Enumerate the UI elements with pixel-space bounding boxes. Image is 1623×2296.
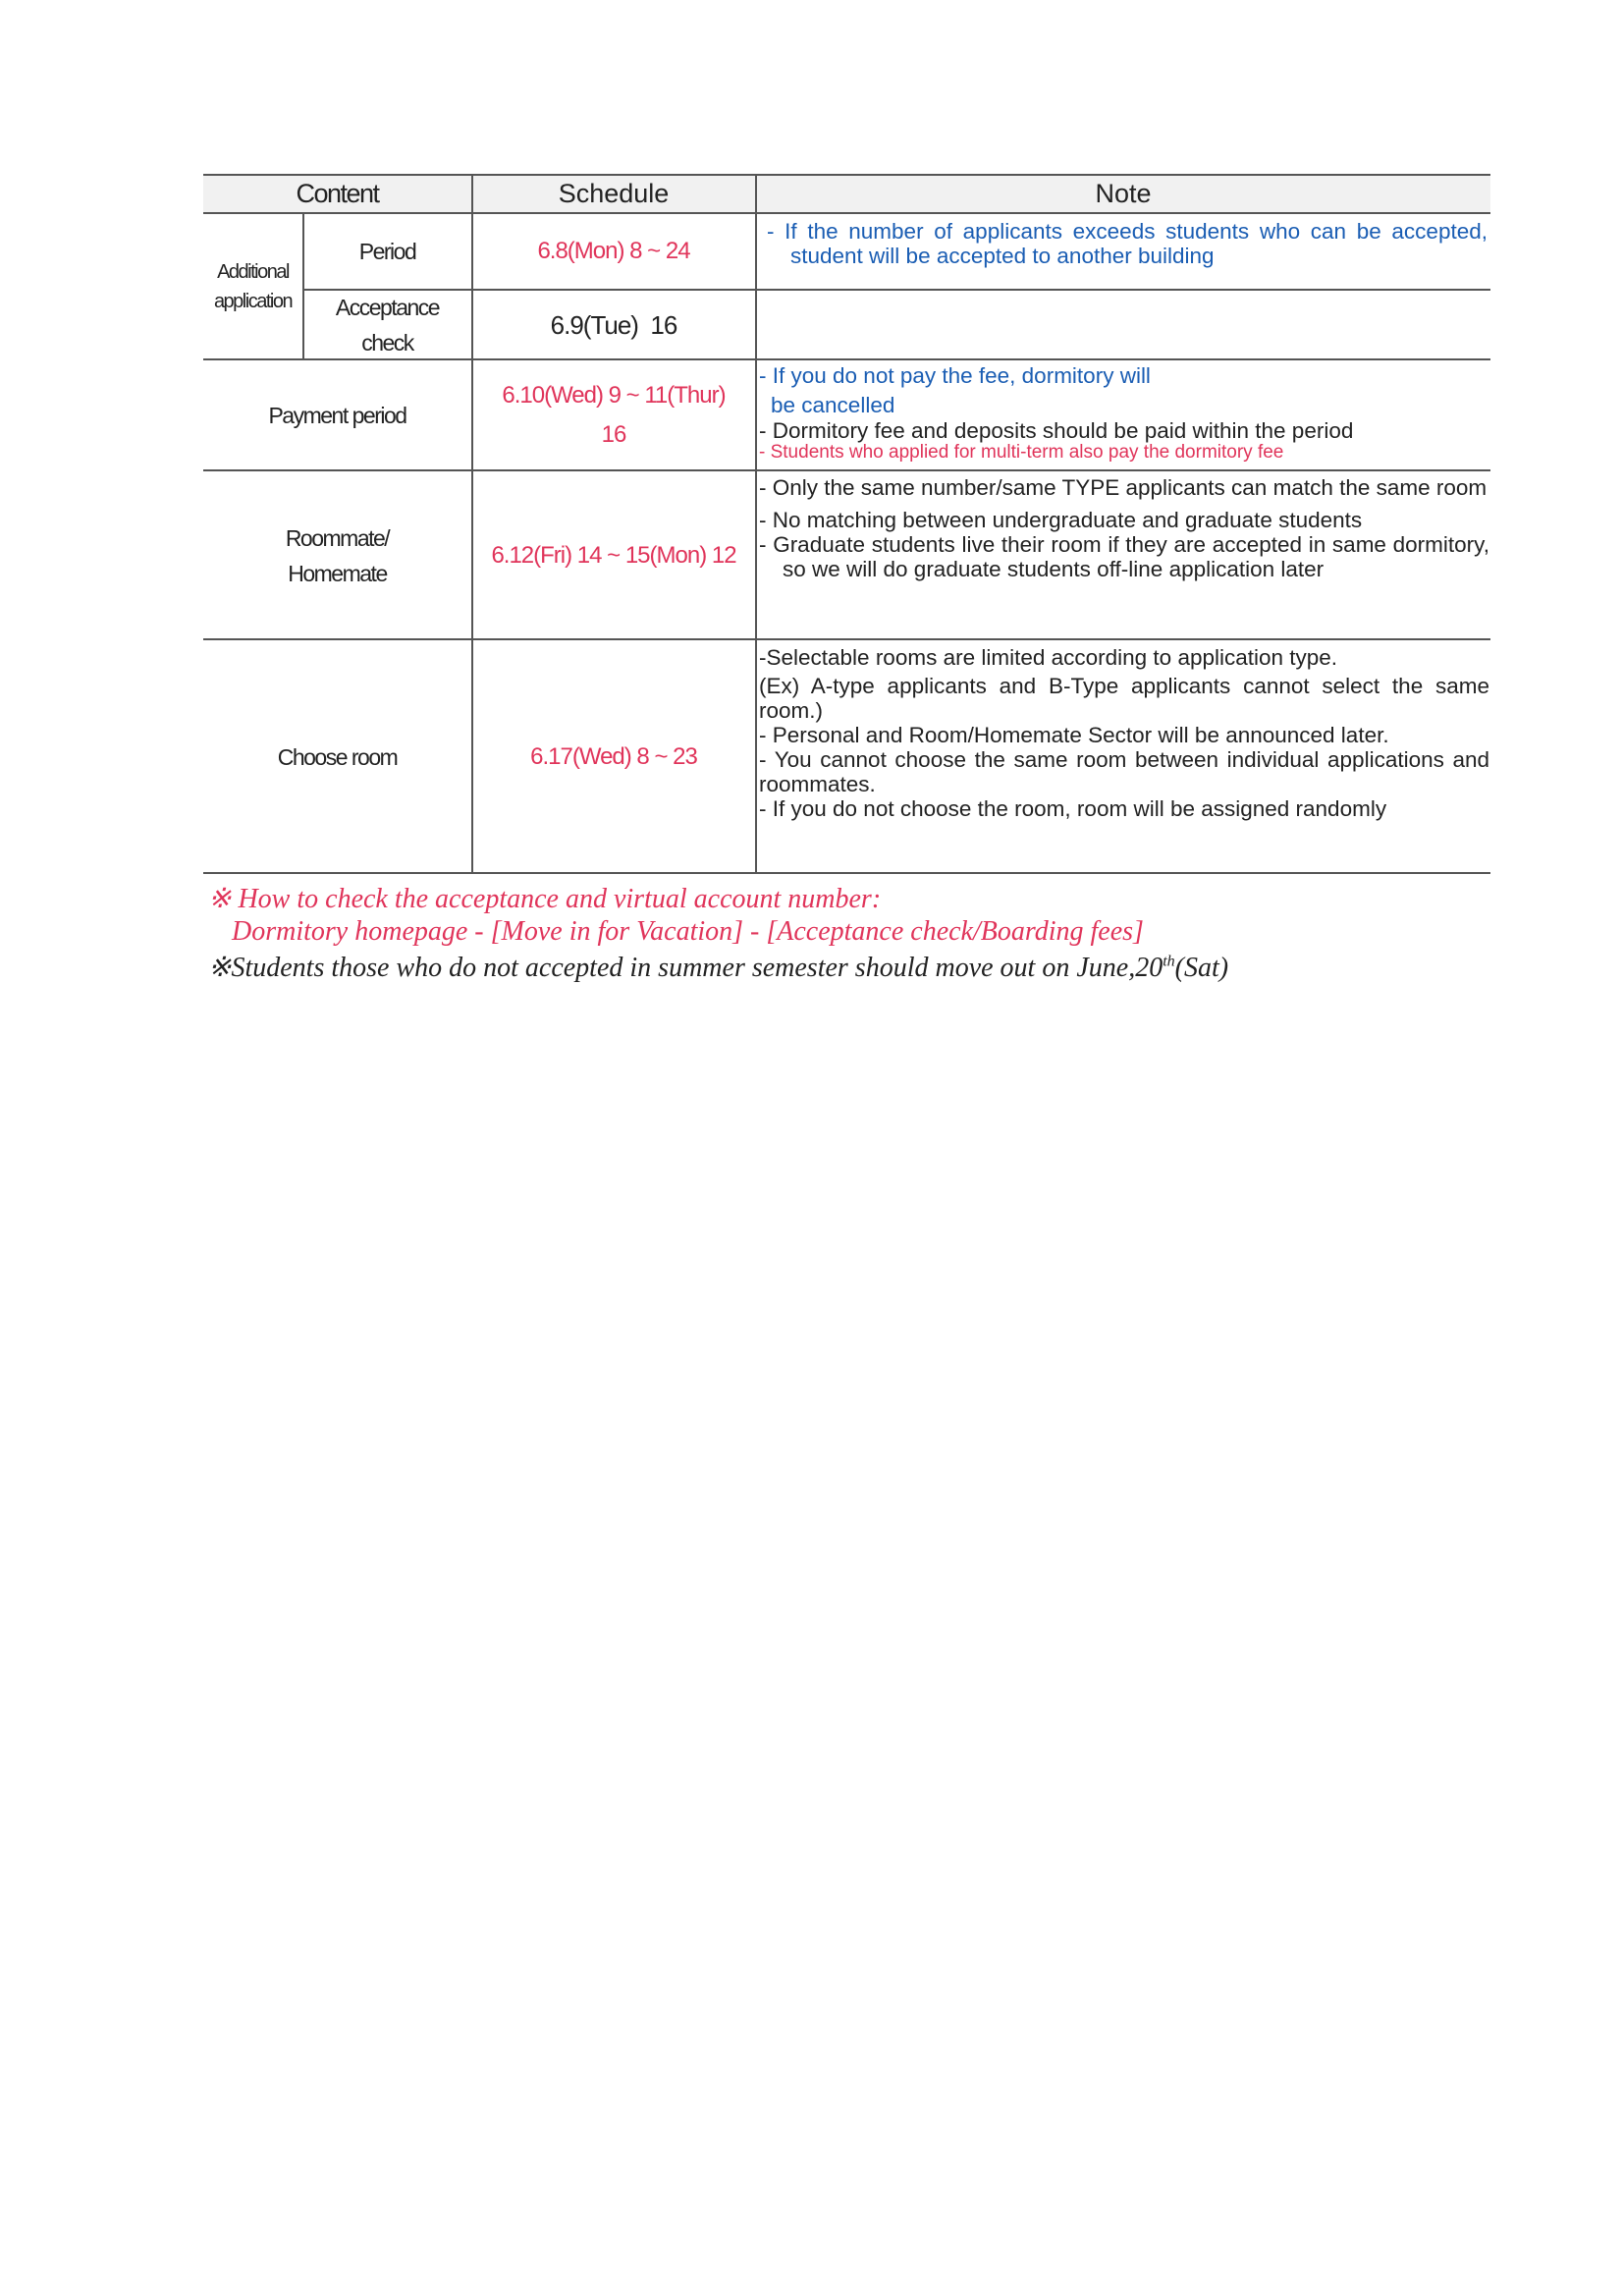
note-choose-3: - Personal and Room/Homemate Sector will be announced later. bbox=[759, 723, 1389, 747]
footer-how-to-check: ※ How to check the acceptance and virtual account number: bbox=[208, 884, 882, 914]
roommate-line1: Roommate/ bbox=[285, 524, 390, 551]
footer-move-out-text: ※Students those who do not accepted in summer semester should move out on June,20 bbox=[208, 953, 1163, 983]
note-period bbox=[767, 219, 1488, 268]
note-roommate-3: - Graduate students live their room if they are accepted in same dormitory, so we will do graduate students off-line application later bbox=[759, 532, 1489, 581]
note-payment-3: - Dormitory fee and deposits should be paid within the period bbox=[759, 418, 1354, 443]
note-payment-1: - If you do not pay the fee, dormitory will bbox=[759, 363, 1151, 388]
header-note: Note bbox=[1095, 178, 1152, 208]
schedule-table bbox=[203, 174, 1490, 874]
footer-move-out-day: (Sat) bbox=[1174, 953, 1229, 983]
schedule-payment-line1: 6.10(Wed) 9 ~ 11(Thur) bbox=[502, 382, 726, 409]
header-schedule: Schedule bbox=[558, 178, 670, 208]
note-choose-1: -Selectable rooms are limited according to application type. bbox=[759, 645, 1338, 670]
row-label-payment-period: Payment period bbox=[268, 403, 406, 428]
row-label-choose-room: Choose room bbox=[277, 743, 398, 770]
footer-move-out-suffix: th bbox=[1163, 953, 1175, 970]
schedule-acceptance-check: 6.9(Tue) 16 bbox=[550, 310, 677, 340]
row-label-acceptance-check bbox=[303, 291, 471, 359]
note-payment-period bbox=[759, 361, 1488, 464]
note-choose-2: (Ex) A-type applicants and B-Type applicants cannot select the same room.) bbox=[759, 674, 1489, 723]
schedule-payment-line2: 16 bbox=[601, 421, 626, 448]
note-payment-2: be cancelled bbox=[771, 393, 895, 417]
footer-move-out-notice bbox=[208, 951, 1228, 984]
schedule-payment-period bbox=[472, 360, 755, 470]
schedule-roommate: 6.12(Fri) 14 ~ 15(Mon) 12 bbox=[491, 541, 736, 569]
note-period-text: - If the number of applicants exceeds students who can be accepted, student will be accepted to another building bbox=[767, 219, 1488, 268]
row-label-additional-application: Additional application bbox=[213, 260, 293, 312]
acceptance-check-line2: check bbox=[361, 330, 413, 355]
note-choose-room bbox=[759, 642, 1489, 821]
note-roommate-2: - No matching between undergraduate and graduate students bbox=[759, 508, 1363, 532]
row-label-roommate bbox=[203, 471, 471, 639]
column-divider-note bbox=[755, 174, 757, 874]
row-label-period: Period bbox=[358, 238, 416, 264]
note-roommate bbox=[759, 472, 1489, 581]
note-choose-4: - You cannot choose the same room between individual applications and roommates. bbox=[759, 747, 1489, 796]
roommate-line2: Homemate bbox=[288, 560, 387, 586]
schedule-period: 6.8(Mon) 8 ~ 24 bbox=[537, 237, 690, 264]
note-choose-5: - If you do not choose the room, room will be assigned randomly bbox=[759, 796, 1387, 821]
note-payment-4: - Students who applied for multi-term also pay the dormitory fee bbox=[759, 442, 1284, 463]
acceptance-check-line1: Acceptance bbox=[335, 295, 440, 320]
footer-homepage-path: Dormitory homepage - [Move in for Vacation] - [Acceptance check/Boarding fees] bbox=[232, 916, 1144, 947]
header-content: Content bbox=[296, 178, 379, 208]
schedule-choose-room: 6.17(Wed) 8 ~ 23 bbox=[530, 742, 697, 770]
note-roommate-1: - Only the same number/same TYPE applicants can match the same room bbox=[759, 475, 1488, 500]
